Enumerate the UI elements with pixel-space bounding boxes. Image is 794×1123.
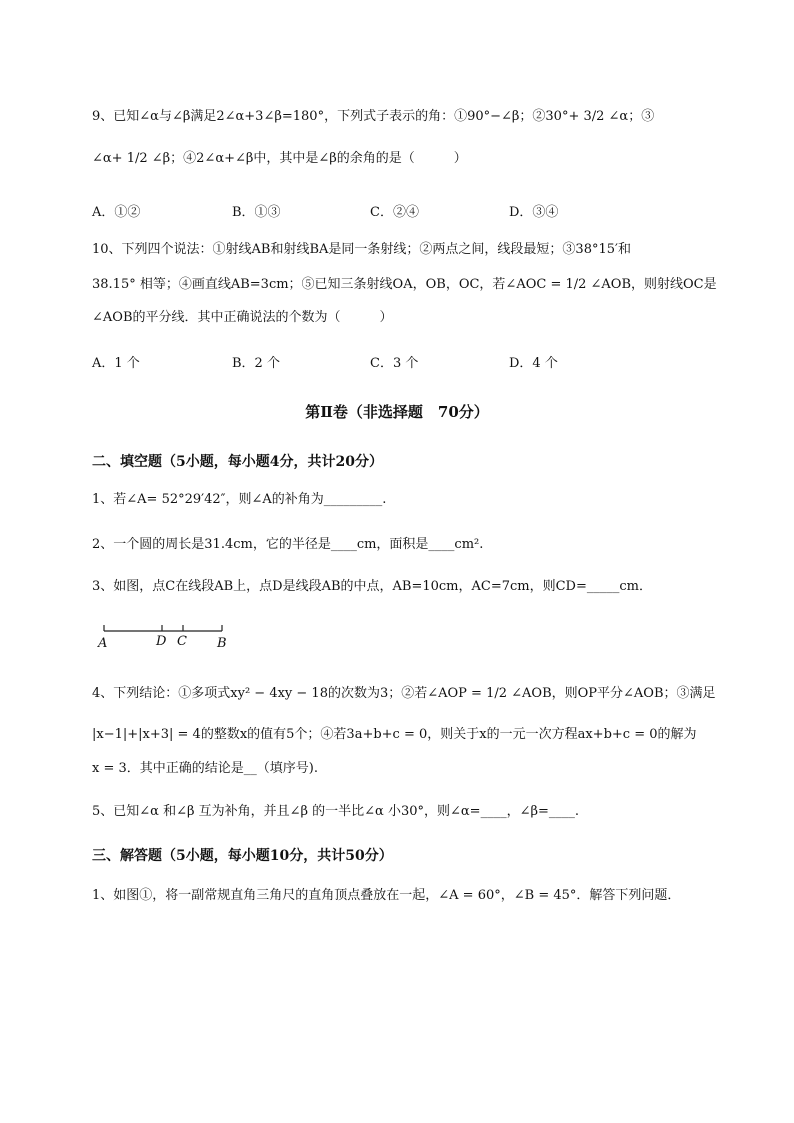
q9-line-1: 9、已知∠α与∠β满足2∠α+3∠β=180°，下列式子表示的角：①90°−∠β；②30°+ 3/2 ∠α；③ [92,109,655,124]
fill-q4-line-3: x = 3．其中正确的结论是__（填序号). [92,761,318,776]
q9-option-d: D．③④ [509,205,559,220]
fill-q4-line-1: 4、下列结论：①多项式xy² − 4xy − 18的次数为3；②若∠AOP = 1/2 ∠AOB，则OP平分∠AOB；③满足 [92,686,716,701]
point-label-d: D [156,634,167,649]
fill-q5: 5、已知∠α 和∠β 互为补角，并且∠β 的一半比∠α 小30°，则∠α=____，∠β=____. [92,804,579,819]
solve-section-heading: 三、解答题（5小题，每小题10分，共计50分） [92,848,393,864]
q10-line-2: 38.15° 相等；④画直线AB=3cm；⑤已知三条射线OA，OB，OC，若∠AOC = 1/2 ∠AOB，则射线OC是 [92,277,717,292]
fill-q2: 2、一个圆的周长是31.4cm，它的半径是____cm，面积是____cm². [92,537,484,552]
point-label-c: C [177,634,187,649]
point-label-b: B [217,636,227,651]
q10-option-b: B．2 个 [232,356,280,371]
fill-q1: 1、若∠A= 52°29′42″，则∠A的补角为_________. [92,492,387,507]
q10-option-a: A．1 个 [92,356,140,371]
fill-section-heading: 二、填空题（5小题，每小题4分，共计20分） [92,454,383,470]
q10-option-c: C．3 个 [370,356,419,371]
q9-option-b: B．①③ [232,205,281,220]
segment-figure [92,616,242,656]
fill-q3: 3、如图，点C在线段AB上，点D是线段AB的中点，AB=10cm，AC=7cm，则CD=_____cm． [92,579,652,594]
q10-line-3: ∠AOB的平分线．其中正确说法的个数为（ ） [92,310,393,325]
point-label-a: A [98,636,108,651]
q10-line-1: 10、下列四个说法：①射线AB和射线BA是同一条射线；②两点之间，线段最短；③38°15′和 [92,242,631,257]
q9-option-a: A．①② [92,205,141,220]
solve-q1: 1、如图①，将一副常规直角三角尺的直角顶点叠放在一起，∠A = 60°，∠B = 45°．解答下列问题． [92,888,681,903]
q10-option-d: D．4 个 [509,356,558,371]
fill-q4-line-2: |x−1|+|x+3| = 4的整数x的值有5个；④若3a+b+c = 0，则关于x的一元一次方程ax+b+c = 0的解为 [92,727,697,742]
q9-option-c: C．②④ [370,205,419,220]
section-2-title: 第Ⅱ卷（非选择题 70分） [305,403,489,421]
q9-line-2: ∠α+ 1/2 ∠β；④2∠α+∠β中，其中是∠β的余角的是（ ） [92,151,467,166]
